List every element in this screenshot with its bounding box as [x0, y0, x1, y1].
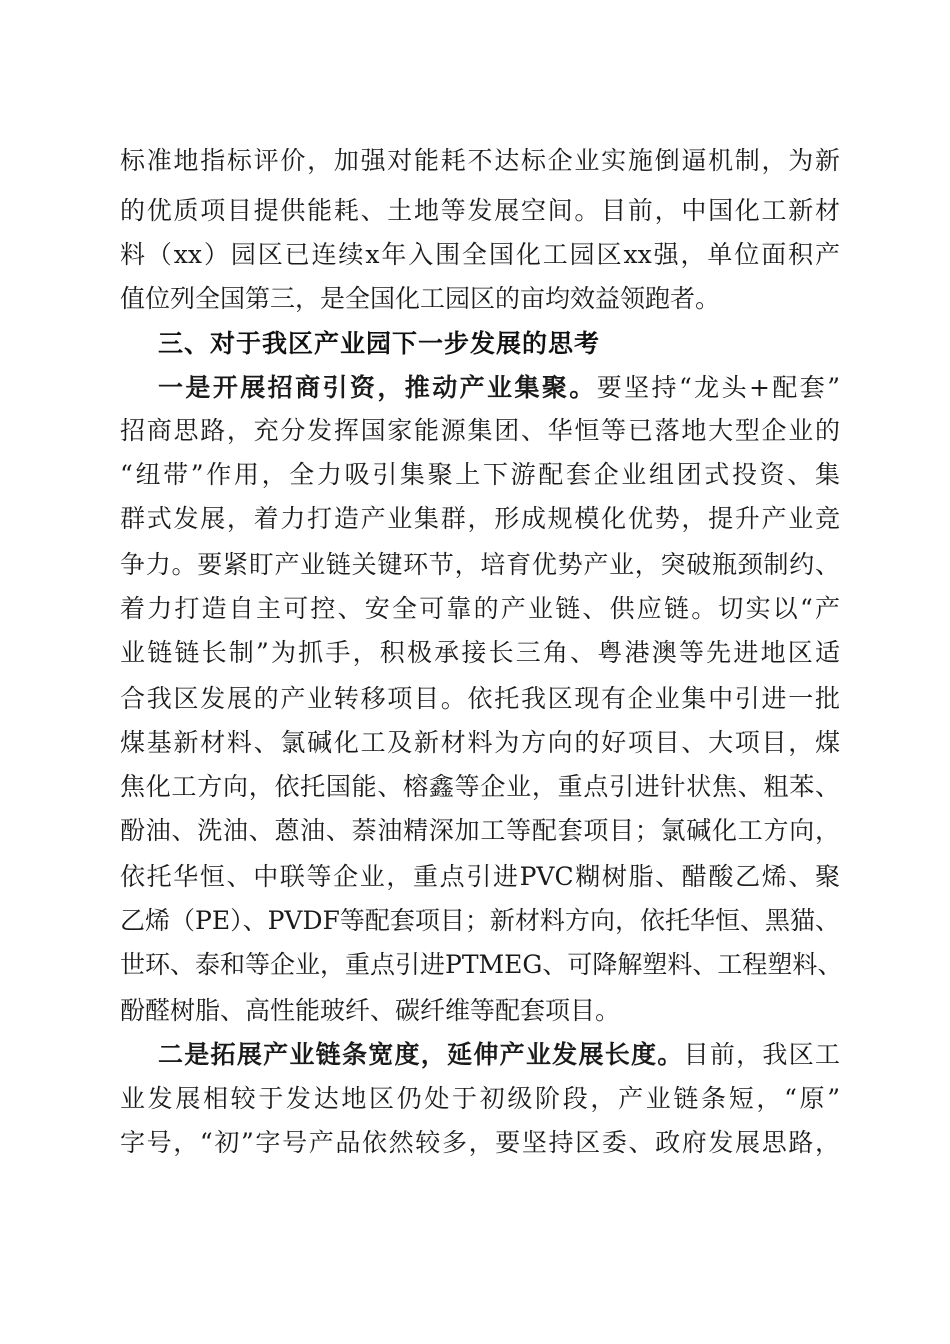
body-text-line: “纽带”作用，全力吸引集聚上下游配套企业组团式投资、集: [120, 460, 840, 489]
body-text-line: 依托华恒、中联等企业，重点引进PVC糊树脂、醋酸乙烯、聚: [120, 862, 840, 891]
body-text-line: 世环、泰和等企业，重点引进PTMEG、可降解塑料、工程塑料、: [120, 950, 843, 979]
body-text-line: 焦化工方向，依托国能、榕鑫等企业，重点引进针状焦、粗苯、: [120, 772, 840, 801]
body-text-line: 酚醛树脂、高性能玻纤、碳纤维等配套项目。: [120, 996, 621, 1025]
body-text-line: 酚油、洗油、蒽油、萘油精深加工等配套项目；氯碱化工方向，: [120, 816, 840, 845]
body-text-line: 着力打造自主可控、安全可靠的产业链、供应链。切实以“产: [120, 594, 840, 623]
body-text-line: 群式发展，着力打造产业集群，形成规模化优势，提升产业竞: [120, 504, 840, 533]
body-text-line: 料（xx）园区已连续x年入围全国化工园区xx强，单位面积产: [120, 240, 840, 269]
paragraph-lead-rest: 目前，我区工: [683, 1040, 840, 1069]
body-text-line: 业链链长制”为抓手，积极承接长三角、粤港澳等先进地区适: [120, 638, 840, 667]
body-text-line: 标准地指标评价，加强对能耗不达标企业实施倒逼机制，为新: [120, 146, 840, 175]
body-text-line: 的优质项目提供能耗、土地等发展空间。目前，中国化工新材: [120, 196, 840, 225]
body-text-line: 煤基新材料、氯碱化工及新材料为方向的好项目、大项目，煤: [120, 728, 840, 757]
paragraph-first-line: [158, 1040, 840, 1070]
paragraph-lead-bold: 二是拓展产业链条宽度，延伸产业发展长度。: [158, 1040, 684, 1069]
paragraph-first-line: [158, 373, 840, 403]
paragraph-lead-rest: 要坚持“龙头+配套”: [596, 373, 840, 402]
body-text-line: 乙烯（PE）、PVDF等配套项目；新材料方向，依托华恒、黑猫、: [120, 906, 840, 935]
body-text-line: 招商思路，充分发挥国家能源集团、华恒等已落地大型企业的: [120, 416, 840, 445]
paragraph-lead-bold: 一是开展招商引资，推动产业集聚。: [158, 373, 597, 402]
body-text-line: 合我区发展的产业转移项目。依托我区现有企业集中引进一批: [120, 684, 840, 713]
section-heading: 三、对于我区产业园下一步发展的思考: [158, 329, 601, 358]
body-text-line: 业发展相较于发达地区仍处于初级阶段，产业链条短，“原”: [120, 1084, 840, 1113]
body-text-line: 争力。要紧盯产业链关键环节，培育优势产业，突破瓶颈制约、: [120, 550, 840, 579]
body-text-line: 字号，“初”字号产品依然较多，要坚持区委、政府发展思路，: [120, 1128, 840, 1157]
body-text-line: 值位列全国第三，是全国化工园区的亩均效益领跑者。: [120, 284, 721, 313]
